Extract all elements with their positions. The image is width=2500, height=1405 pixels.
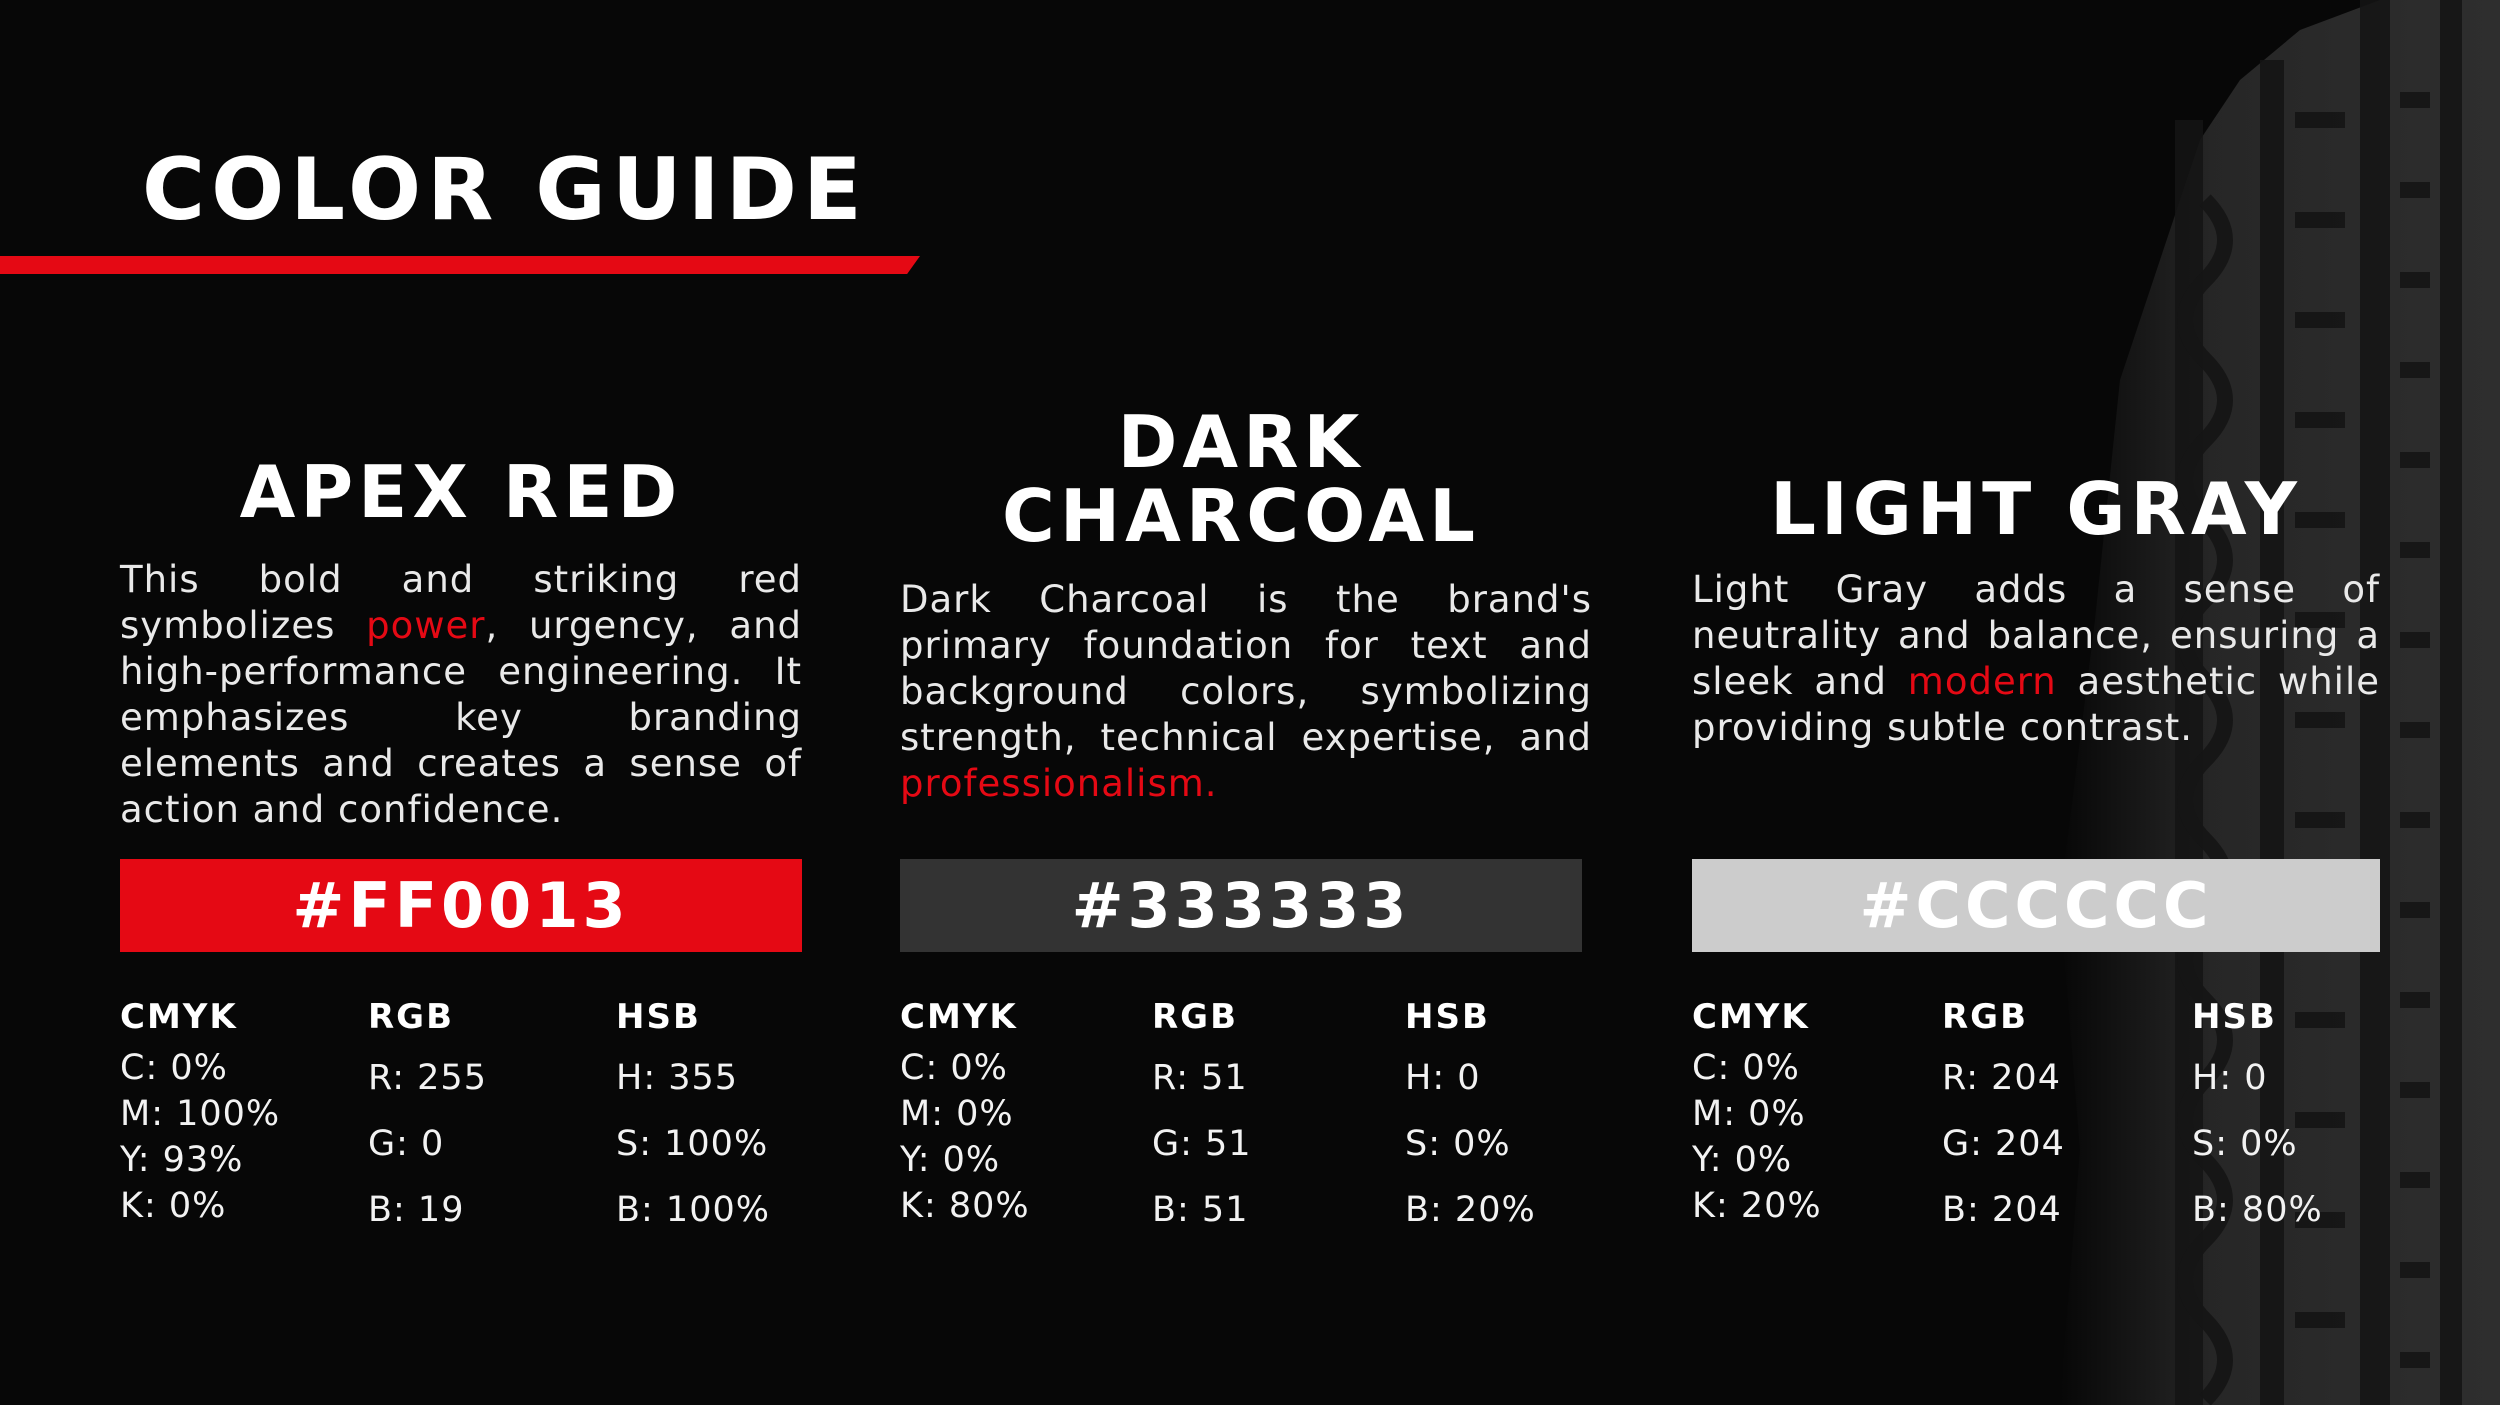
color-name-line-2: CHARCOAL [1002, 474, 1480, 558]
cmyk-y: Y: 0% [900, 1140, 1001, 1180]
cmyk-y: Y: 93% [120, 1140, 244, 1180]
description-highlight: professionalism. [900, 762, 1218, 805]
hex-swatch [900, 859, 1582, 952]
rgb-label: RGB [1152, 997, 1239, 1037]
hsb-values [1405, 995, 1536, 1243]
hsb-s: S: 0% [1405, 1124, 1511, 1164]
color-name-line-1: DARK [1117, 400, 1365, 484]
cmyk-k: K: 80% [900, 1186, 1030, 1226]
cmyk-m: M: 0% [1692, 1094, 1806, 1134]
rgb-g: G: 204 [1942, 1124, 2065, 1164]
color-name [900, 400, 1582, 558]
title-underline [0, 256, 920, 274]
hex-code: #333333 [1071, 869, 1411, 942]
rgb-b: B: 19 [368, 1190, 465, 1230]
color-description [1692, 567, 2380, 751]
page-title: COLOR GUIDE [142, 140, 868, 240]
hex-swatch [120, 859, 802, 952]
rgb-label: RGB [1942, 997, 2029, 1037]
rgb-values [368, 995, 487, 1243]
description-highlight: power [366, 604, 486, 647]
color-description [900, 577, 1592, 807]
rgb-label: RGB [368, 997, 455, 1037]
cmyk-c: C: 0% [1692, 1048, 1800, 1088]
hex-code: #FF0013 [292, 869, 630, 942]
hsb-label: HSB [616, 997, 701, 1037]
hsb-s: S: 0% [2192, 1124, 2298, 1164]
hsb-b: B: 100% [616, 1190, 770, 1230]
description-text: Light Gray adds a sense of neutrality and balance, ensuring a sleek and [1692, 568, 2380, 703]
cmyk-label: CMYK [1692, 997, 1810, 1037]
color-name: LIGHT GRAY [1770, 467, 2302, 551]
hsb-h: H: 355 [616, 1058, 739, 1098]
rgb-b: B: 204 [1942, 1190, 2062, 1230]
color-name: APEX RED [239, 450, 683, 534]
cmyk-values [900, 995, 1030, 1229]
cmyk-c: C: 0% [120, 1048, 228, 1088]
rgb-g: G: 51 [1152, 1124, 1252, 1164]
description-highlight: modern [1907, 660, 2057, 703]
cmyk-m: M: 100% [120, 1094, 281, 1134]
rgb-values [1152, 995, 1252, 1243]
rgb-values [1942, 995, 2065, 1243]
cmyk-label: CMYK [900, 997, 1018, 1037]
hsb-label: HSB [1405, 997, 1490, 1037]
description-text: This bold and striking red symbolizes [120, 558, 802, 647]
hsb-values [616, 995, 770, 1243]
hsb-b: B: 20% [1405, 1190, 1536, 1230]
rgb-r: R: 204 [1942, 1058, 2061, 1098]
description-text: , urgency, and high-performance engineering. It emphasizes key branding elements and creates a sense of action and confidence. [120, 604, 803, 831]
description-text: Dark Charcoal is the brand's primary foundation for text and background colors, symbolizing strength, technical expertise, and [900, 578, 1592, 759]
hex-swatch [1692, 859, 2380, 952]
color-description [120, 557, 802, 833]
cmyk-c: C: 0% [900, 1048, 1008, 1088]
cmyk-m: M: 0% [900, 1094, 1014, 1134]
description-text: aesthetic while providing subtle contrast. [1692, 660, 2380, 749]
rgb-r: R: 51 [1152, 1058, 1248, 1098]
rgb-b: B: 51 [1152, 1190, 1249, 1230]
cmyk-label: CMYK [120, 997, 238, 1037]
rgb-r: R: 255 [368, 1058, 487, 1098]
hsb-label: HSB [2192, 997, 2277, 1037]
hsb-b: B: 80% [2192, 1190, 2323, 1230]
rgb-g: G: 0 [368, 1124, 445, 1164]
hex-code: #CCCCCC [1859, 869, 2213, 942]
hsb-s: S: 100% [616, 1124, 769, 1164]
cmyk-values [1692, 995, 1822, 1229]
hsb-h: H: 0 [1405, 1058, 1481, 1098]
cmyk-y: Y: 0% [1692, 1140, 1793, 1180]
cmyk-k: K: 20% [1692, 1186, 1822, 1226]
cmyk-k: K: 0% [120, 1186, 227, 1226]
hsb-h: H: 0 [2192, 1058, 2268, 1098]
hsb-values [2192, 995, 2323, 1243]
cmyk-values [120, 995, 280, 1229]
